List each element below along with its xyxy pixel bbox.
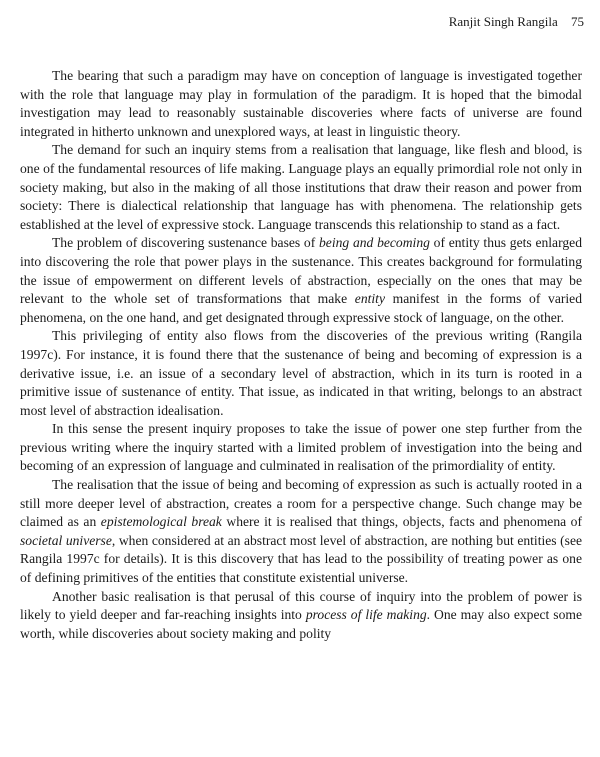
paragraph — [20, 588, 582, 644]
body-text — [20, 67, 582, 643]
text-run: This privileging of entity also flows from the discoveries of the previous writing (Rangila 1997c). For instance, it is found there that the sustenance of being and becoming of expression is a derivative issue, i.e. an issue of a secondary level of abstraction, which in its turn is rooted in a primitive issue of sustenance of entity. That issue, as indicated in that writing, belongs to an abstract most level of abstraction idealisation. — [20, 328, 582, 418]
running-head-author: Ranjit Singh Rangila — [448, 14, 558, 29]
paragraph — [20, 234, 582, 327]
text-run: . One may also expect some worth, while discoveries about society making and polity — [20, 607, 582, 641]
text-run: manifest in the forms of varied phenomena, on the one hand, and get designated through expressive stock of language, on the other. — [20, 291, 582, 325]
paragraph — [20, 327, 582, 420]
paragraph — [20, 67, 582, 141]
text-run: The problem of discovering sustenance bases of — [52, 235, 319, 251]
text-run: of entity thus gets enlarged into discovering the role that power plays in the sustenance. This creates background for formulating the issue of empowerment on different levels of abstraction, especially on the ones that may be relevant to the whole set of transformations that make — [20, 235, 582, 307]
text-run: , when considered at an abstract most level of abstraction, are nothing but entities (see Rangila 1997c for details). It is this discovery that has lead to the possibility of treating power as one of defining primitives of the entities that constitute existential universe. — [20, 532, 583, 586]
italic-phrase: process of life making — [305, 607, 427, 623]
italic-phrase: epistemological break — [100, 514, 222, 530]
italic-phrase: societal universe — [20, 532, 112, 548]
paragraph — [20, 476, 582, 588]
text-run: Another basic realisation is that perusal of this course of inquiry into the problem of power is likely to yield deeper and far-reaching insights into — [20, 588, 582, 623]
paragraph — [20, 420, 582, 476]
text-run: The demand for such an inquiry stems from a realisation that language, like flesh and blood, is one of the fundamental resources of life making. Language plays an equally primordial role not only in society making, but also in the making of all those institutions that draw their reason and power from society: There is dialectical relationship that language has with phenomena. The relationship gets established at the level of expressive stock. Language transcends this relationship to stand as a fact. — [20, 142, 582, 232]
text-run: The bearing that such a paradigm may have on conception of language is investigated together with the role that language may play in formulation of the paradigm. It is hoped that the bimodal investigation may lead to reasonably sustainable discoveries where facts of universe are found integrated in hitherto unknown and unexplored ways, at least in linguistic theory. — [20, 68, 582, 139]
text-run: where it is realised that things, objects, facts and phenomena of — [221, 514, 583, 530]
paragraph — [20, 141, 582, 234]
text-run: In this sense the present inquiry proposes to take the issue of power one step further from the previous writing where the inquiry started with a limited problem of investigation into the being and becoming of an expression of language and culminated in realisation of the primordiality of entity. — [20, 421, 582, 474]
running-head — [449, 14, 584, 30]
italic-phrase: being and becoming — [319, 235, 430, 251]
text-run: The realisation that the issue of being and becoming of expression as such is actually rooted in a still more deeper level of abstraction, creates a room for a perspective change. Such change may be claimed as an — [20, 477, 582, 530]
page-number: 75 — [571, 14, 584, 29]
italic-phrase: entity — [354, 291, 385, 307]
